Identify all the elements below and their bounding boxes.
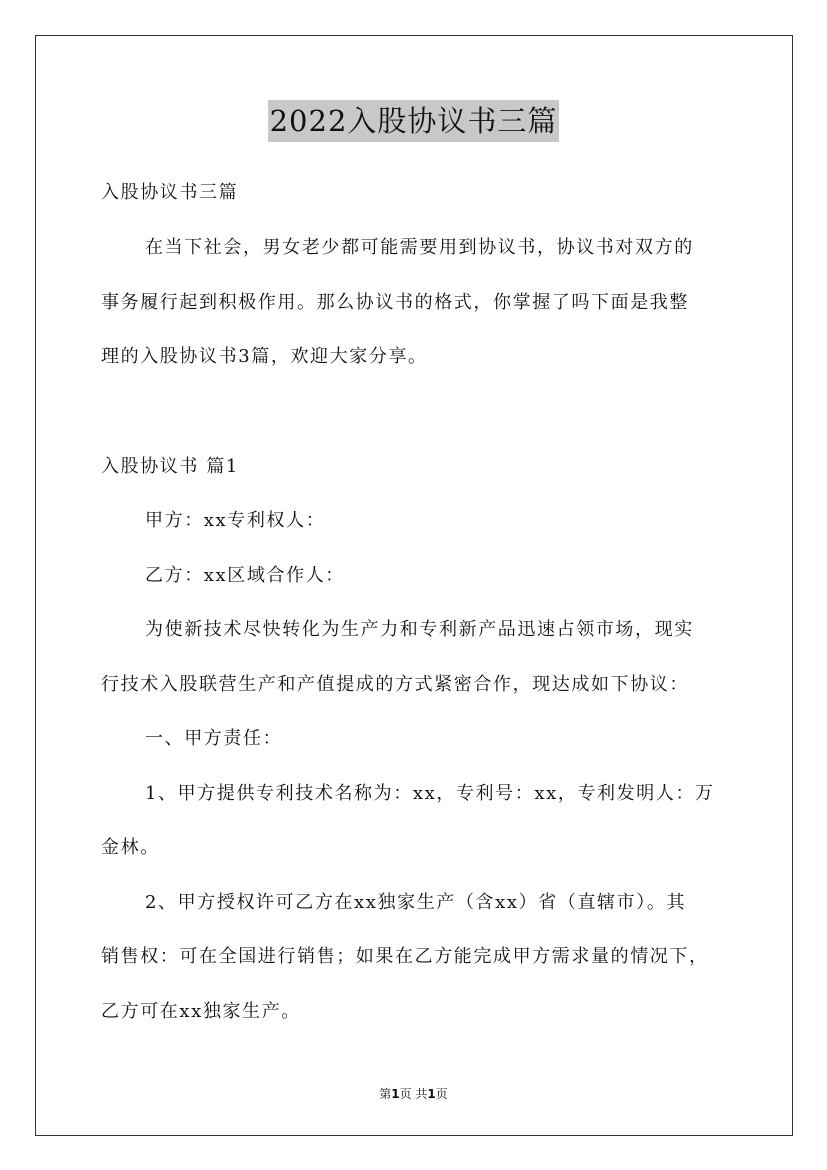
document-title: 2022入股协议书三篇 [268,100,560,142]
footer-page-total: 1 [427,1087,436,1101]
party-b: 乙方：xx区域合作人： [145,565,345,586]
footer-page-number: 1 [391,1087,400,1101]
footer-mid: 页 共 [399,1087,428,1101]
intro-line-2: 事务履行起到积极作用。那么协议书的格式，你掌握了吗下面是我整 [101,292,689,313]
page-footer [0,1085,827,1102]
clause2-line-1: 2、甲方授权许可乙方在xx独家生产（含xx）省（直辖市）。其 [145,892,687,913]
footer-prefix: 第 [379,1087,392,1101]
clause2-line-2: 销售权：可在全国进行销售；如果在乙方能完成甲方需求量的情况下， [101,946,709,967]
clause2-line-3: 乙方可在xx独家生产。 [101,1001,301,1022]
footer-suffix: 页 [435,1087,448,1101]
clause1-line-2: 金林。 [101,837,160,858]
title-wrap [0,100,827,142]
intro-line-3: 理的入股协议书3篇，欢迎大家分享。 [101,346,428,367]
section-heading: 入股协议书 篇1 [101,456,239,477]
purpose-line-1: 为使新技术尽快转化为生产力和专利新产品迅速占领市场，现实 [145,619,694,640]
intro-line-1: 在当下社会，男女老少都可能需要用到协议书，协议书对双方的 [145,237,694,258]
purpose-line-2: 行技术入股联营生产和产值提成的方式紧密合作，现达成如下协议： [101,674,689,695]
document-subtitle: 入股协议书三篇 [101,182,239,203]
party-a: 甲方：xx专利权人： [145,510,326,531]
clause-heading: 一、甲方责任： [145,728,283,749]
clause1-line-1: 1、甲方提供专利技术名称为：xx，专利号：xx，专利发明人：万 [145,783,715,804]
